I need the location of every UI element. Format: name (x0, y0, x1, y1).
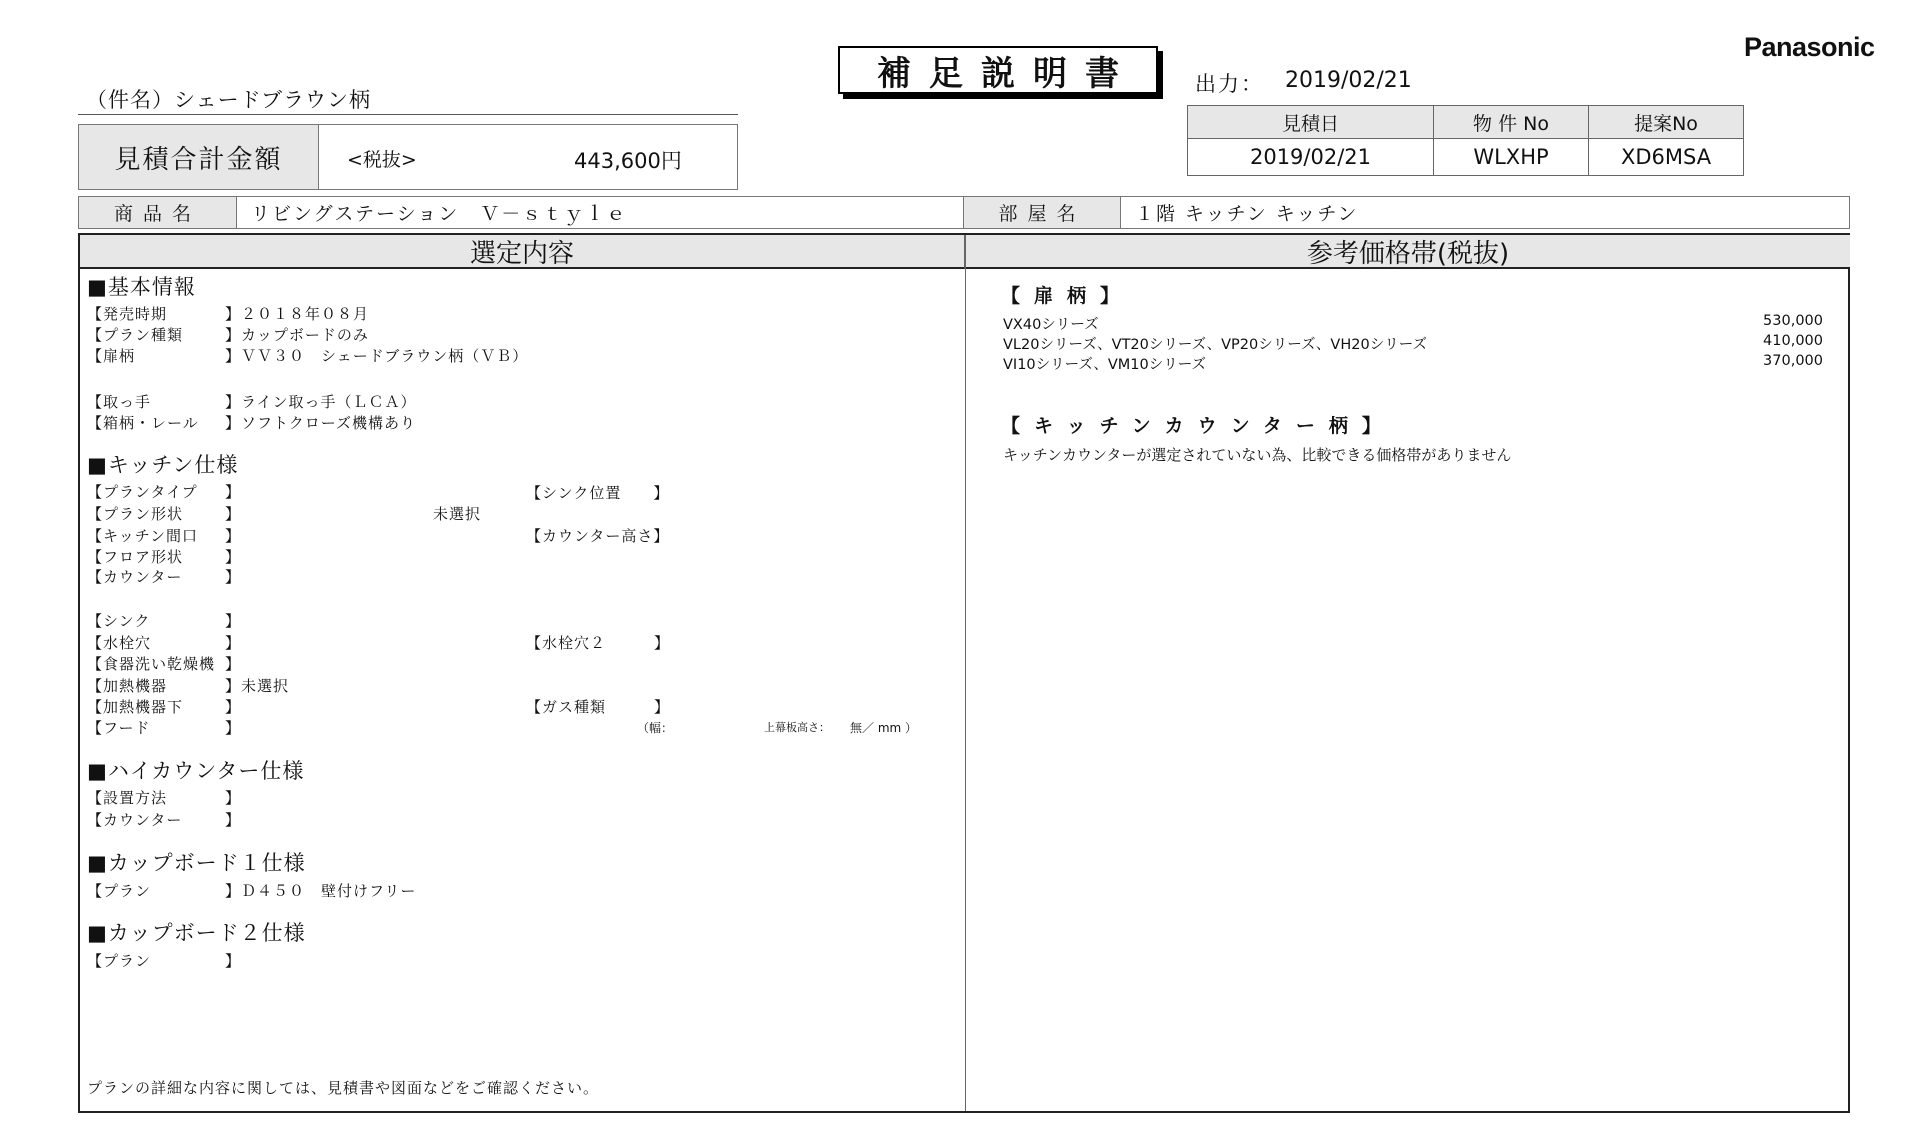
proposal-no-header: 提案No (1589, 106, 1744, 139)
kitchen-row-counter: 【カウンター 】 (87, 568, 242, 586)
basic-row-plan-type: 【プラン種類 】カップボードのみ (87, 326, 369, 344)
hood-none-value: 無／ mm ） (850, 721, 918, 735)
faucet2-label: 【水栓穴２ 】 (526, 634, 671, 652)
total-label: 見積合計金額 (79, 125, 319, 189)
basic-row-release: 【発売時期 】２０１８年０８月 (87, 305, 370, 323)
total-amount-box (78, 124, 738, 190)
kitchen-counter-pattern-title: 【キッチンカウンター柄】 (1001, 415, 1395, 437)
high-counter-row-install: 【設置方法 】 (87, 789, 242, 807)
kitchen-row-under-heater: 【加熱機器下 】 (87, 698, 242, 716)
footer-note: プランの詳細な内容に関しては、見積書や図面などをご確認ください。 (87, 1079, 600, 1097)
kitchen-row-dishwasher: 【食器洗い乾燥機 】 (87, 655, 242, 673)
total-value-area (319, 125, 737, 189)
high-counter-title: ■ハイカウンター仕様 (87, 759, 305, 783)
product-name-value: リビングステーション Ｖ－ｓｔｙｌｅ (237, 197, 964, 228)
basic-row-box-rail: 【箱柄・レール 】ソフトクローズ機構あり (87, 414, 416, 432)
gas-type-label: 【ガス種類 】 (526, 698, 671, 716)
cupboard1-title: ■カップボード１仕様 (87, 851, 306, 875)
reference-price-header: 参考価格帯(税抜) (966, 235, 1850, 269)
basic-info-title: ■基本情報 (87, 275, 196, 299)
subject-underline (78, 114, 738, 115)
kitchen-row-width: 【キッチン間口 】 (87, 527, 242, 545)
product-name-label: 商品名 (79, 197, 237, 228)
hood-top-height-label: 上幕板高さ： (764, 721, 830, 734)
brand-logo: Panasonic (1744, 32, 1875, 62)
total-amount: 443,600円 (574, 149, 682, 173)
property-no-value: WLXHP (1434, 139, 1589, 176)
door-pattern-title: 【扉柄】 (1001, 285, 1134, 307)
room-name-label: 部屋名 (964, 197, 1121, 228)
estimate-date-header: 見積日 (1188, 106, 1434, 139)
kitchen-row-hood: 【フード 】 (87, 719, 242, 737)
main-panel (78, 233, 1850, 1113)
plan-shape-unselected: 未選択 (433, 505, 482, 523)
counter-note: キッチンカウンターが選定されていない為、比較できる価格帯がありません (1003, 446, 1512, 464)
hood-width-label: （幅： (637, 721, 674, 735)
kitchen-spec-title: ■キッチン仕様 (87, 453, 239, 477)
room-name-value: １階 キッチン キッチン (1135, 203, 1359, 225)
cupboard1-row-plan: 【プラン 】Ｄ４５０ 壁付けフリー (87, 882, 417, 900)
document-title: 補足説明書 (838, 46, 1158, 94)
high-counter-row-counter: 【カウンター 】 (87, 811, 242, 829)
tax-excluded-note: <税抜> (347, 149, 417, 171)
kitchen-row-sink: 【シンク 】 (87, 612, 242, 630)
subject-title: （件名）シェードブラウン柄 (86, 88, 371, 112)
kitchen-row-plan-shape: 【プラン形状 】 (87, 505, 242, 523)
basic-row-handle: 【取っ手 】ライン取っ手（ＬＣＡ） (87, 393, 417, 411)
counter-height-label: 【カウンター高さ】 (526, 527, 670, 545)
estimate-date-value: 2019/02/21 (1188, 139, 1434, 176)
reference-price-area: 【扉柄】 VX40シリーズ 530,000 VL20シリーズ、VT20シリーズ、VP20シリーズ、VH20シリーズ 410,000 VI10シリーズ、VM10シリーズ 370,000 【キッチンカウンター柄】 キッチンカウンターが選定されていない為、比較できる価格帯がありません (966, 271, 1850, 1111)
property-no-header: 物 件 No (1434, 106, 1589, 139)
kitchen-row-faucet: 【水栓穴 】 (87, 634, 242, 652)
estimate-info-table (1187, 105, 1744, 176)
kitchen-row-heater: 【加熱機器 】未選択 (87, 677, 290, 695)
cupboard2-row-plan: 【プラン 】 (87, 952, 242, 970)
output-label: 出力： (1195, 72, 1264, 96)
sink-position-label: 【シンク位置 】 (526, 484, 670, 502)
kitchen-row-floor-shape: 【フロア形状 】 (87, 548, 242, 566)
kitchen-row-plan-type: 【プランタイプ 】 (87, 483, 242, 501)
selection-content-header: 選定内容 (80, 235, 965, 269)
cupboard2-title: ■カップボード２仕様 (87, 921, 306, 945)
output-date: 2019/02/21 (1285, 68, 1412, 93)
basic-row-door-pattern: 【扉柄 】ＶＶ３０ シェードブラウン柄（ＶＢ） (87, 347, 529, 365)
proposal-no-value: XD6MSA (1589, 139, 1744, 176)
product-room-row (78, 196, 1850, 229)
